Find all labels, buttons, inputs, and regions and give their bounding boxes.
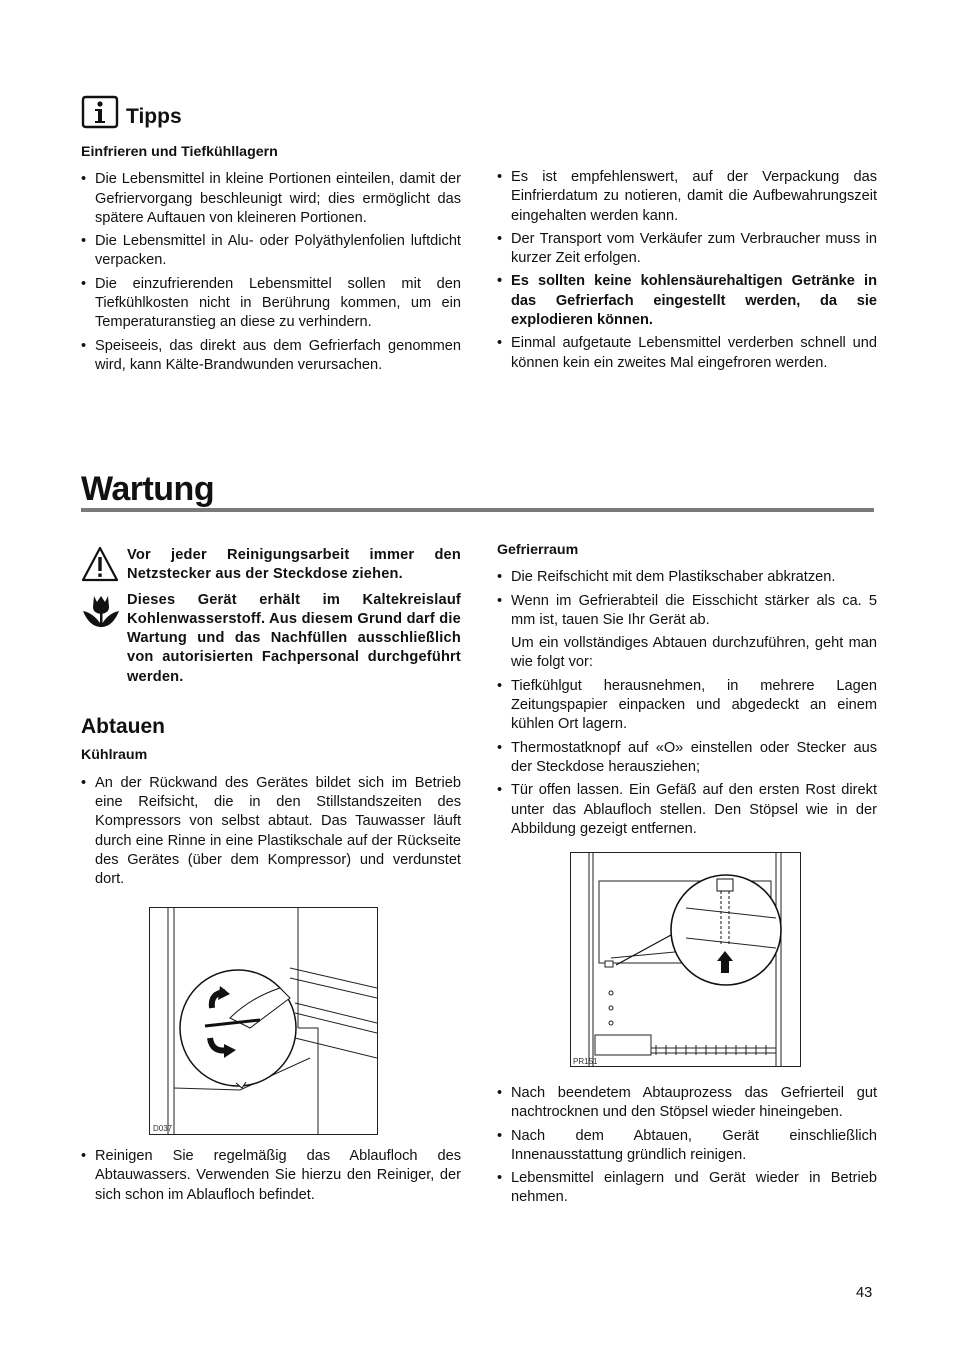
list-item: • Reinigen Sie regelmäßig das Ablaufloch des Abtauwassers. Verwenden Sie hierzu den Reiniger, der sich schon im Ablaufloch befindet. xyxy=(81,1147,461,1205)
figure-freezer-plug xyxy=(570,852,801,1067)
list-item: • Die einzufrierenden Lebensmittel sollen mit den Tiefkühlkosten nicht in Berührung kommen, um ein Temperaturanstieg an diese zu verhindern. xyxy=(81,275,461,333)
figure-label: D037 xyxy=(153,1124,173,1133)
figure-label: PR151 xyxy=(573,1057,598,1066)
list-item: • Es ist empfehlenswert, auf der Verpackung das Einfrierdatum zu notieren, damit die Aufbewahrungszeit eingehalten werden kann. xyxy=(497,168,877,226)
list-item: • Speiseeis, das direkt aus dem Gefrierfach genommen wird, kann Kälte-Brandwunden verursachen. xyxy=(81,337,461,376)
list-item-warning: • Es sollten keine kohlensäurehaltigen Getränke in das Gefrierfach eingestellt werden, da sie explodieren können. xyxy=(497,272,877,330)
list-item: • Die Reifschicht mit dem Plastikschaber abkratzen. xyxy=(497,568,877,587)
list-item: • Die Lebensmittel in Alu- oder Polyäthylenfolien luftdicht verpacken. xyxy=(81,232,461,271)
freezer-plug-illustration xyxy=(571,853,800,1066)
list-item: • Lebensmittel einlagern und Gerät wieder in Betrieb nehmen. xyxy=(497,1169,877,1208)
flower-environment-icon xyxy=(81,593,121,635)
tips-subtitle: Einfrieren und Tiefkühllagern xyxy=(81,144,278,160)
list-item: • Nach dem Abtauen, Gerät einschließlich Innenausstattung gründlich reinigen. xyxy=(497,1127,877,1166)
warning-triangle-icon xyxy=(81,546,119,588)
tips-title: Tipps xyxy=(126,105,182,128)
kuehlraum-title: Kühlraum xyxy=(81,747,148,764)
section-divider xyxy=(81,508,874,512)
list-item: • Einmal aufgetaute Lebensmittel verderben schnell und können kein ein zweites Mal eingefroren werden. xyxy=(497,334,877,373)
gefrierraum-title: Gefrierraum xyxy=(497,542,579,558)
environment-notice: Dieses Gerät erhält im Kaltekreislauf Kohlenwasserstoff. Aus diesem Grund darf die Wartung und das Nachfüllen ausschließlich von autorisierten Fachpersonal durchgeführt werden. xyxy=(81,591,461,687)
figure-fridge-drain xyxy=(149,907,378,1135)
list-item: • Nach beendetem Abtauprozess das Gefrierteil gut nachtrocknen und den Stöpsel wieder hineingeben. xyxy=(497,1084,877,1123)
list-item: • Wenn im Gefrierabteil die Eisschicht stärker als ca. 5 mm ist, tauen Sie Ihr Gerät ab. xyxy=(497,592,877,631)
page-number: 43 xyxy=(856,1285,873,1301)
list-item: • Tiefkühlgut herausnehmen, in mehrere Lagen Zeitungspapier einpacken und abgedeckt an einem kühlen Ort lagern. xyxy=(497,677,877,735)
abtauen-title: Abtauen xyxy=(81,715,165,739)
procedure-note: Um ein vollständiges Abtauen durchzuführen, geht man wie folgt vor: xyxy=(511,635,877,671)
list-item: • An der Rückwand des Gerätes bildet sich im Betrieb eine Reifsicht, die in den Stillstandszeiten des Kompressors von selbst abtaut. Das Tauwasser läuft durch eine Rinne in eine Plastikschale auf der Rückseite des Gerätes (über dem Kompressor) und verdunstet dort. xyxy=(81,774,461,890)
tips-list-left xyxy=(81,170,461,375)
list-item: • Tür offen lassen. Ein Gefäß auf den ersten Rost direkt unter das Ablaufloch stellen. Den Stöpsel wie in der Abbildung gezeigt entfernen. xyxy=(497,781,877,839)
section-title: Wartung xyxy=(81,470,215,508)
list-item: • Der Transport vom Verkäufer zum Verbraucher muss in kurzer Zeit erfolgen. xyxy=(497,230,877,269)
tips-list-right xyxy=(497,168,877,373)
info-icon xyxy=(81,95,119,129)
list-item: • Die Lebensmittel in kleine Portionen einteilen, damit der Gefriervorgang beschleunigt wird; dies ermöglicht das spätere Auftauen von kleineren Portionen. xyxy=(81,170,461,228)
fridge-drain-illustration xyxy=(150,908,377,1134)
list-item: • Thermostatknopf auf «O» einstellen oder Stecker aus der Steckdose herausziehen; xyxy=(497,739,877,778)
warning-notice: Vor jeder Reinigungsarbeit immer den Netzstecker aus der Steckdose ziehen. xyxy=(81,546,461,585)
